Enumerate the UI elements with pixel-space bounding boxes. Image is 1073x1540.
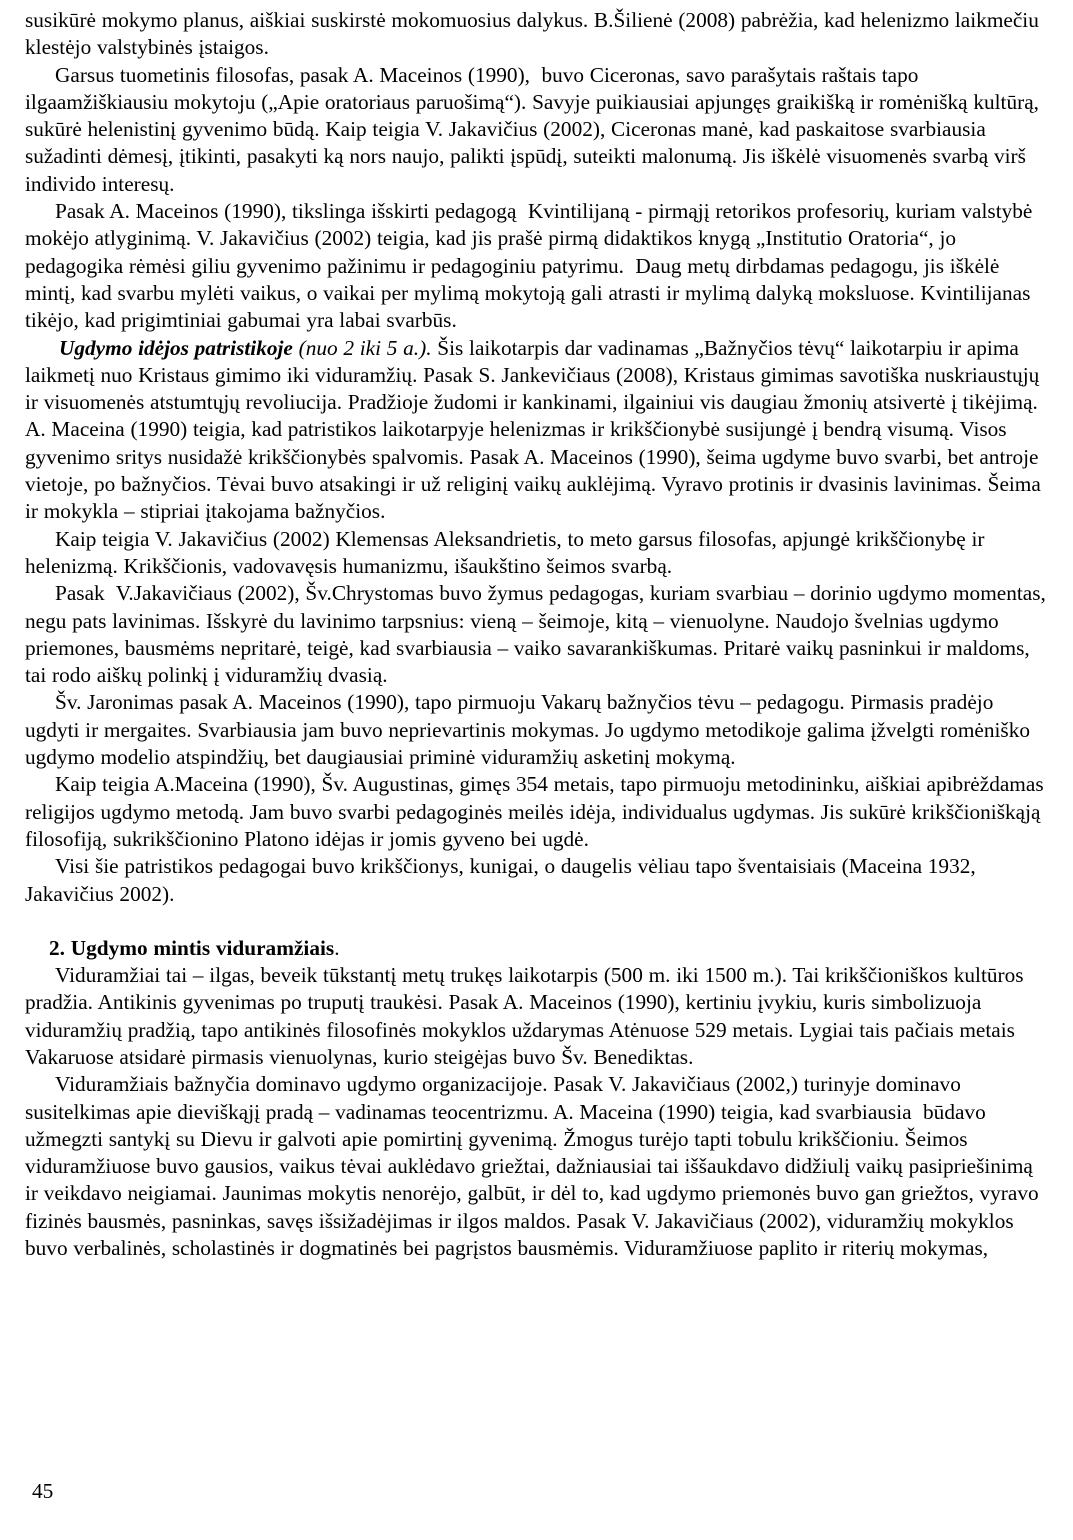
paragraph-viduramziai: Viduramžiai tai – ilgas, beveik tūkstantį metų trukęs laikotarpis (500 m. iki 1500 m.). Tai krikščioniškos kultūros pradžia. Antikinis gyvenimas po truputį traukėsi. Pasak A. Maceinos (1990), kertiniu įvykiu, kuris simbolizuoja viduramžių pradžią, tapo antikinės filosofinės mokyklos uždarymas Atėnuose 529 metais. Lygiai tais pačiais metais Vakaruose atsidarė pirmasis vienuolynas, kurio steigėjas buvo Šv. Benediktas. [25, 963, 1024, 1069]
page-number: 45 [32, 1479, 54, 1503]
page-content [25, 7, 1047, 1262]
paragraph-ciceronas: Garsus tuometinis filosofas, pasak A. Maceinos (1990), buvo Ciceronas, savo parašytais raštais tapo ilgaamžiškiausiu mokytoju („Apie oratoriaus paruošimą“). Savyje puikiausiai apjungęs graikišką ir romėnišką kultūrą, sukūrė helenistinį gyvenimo būdą. Kaip teigia V. Jakavičius (2002), Ciceronas manė, kad paskaitose svarbiausia sužadinti dėmesį, įtikinti, pasakyti ką nors naujo, palikti įspūdį, suteikti malonumą. Jis iškėlė visuomenės svarbą virš individo interesų. [25, 62, 1039, 196]
paragraph-patristika [25, 335, 1047, 526]
paragraph-baznycia: Viduramžiais bažnyčia dominavo ugdymo organizacijoje. Pasak V. Jakavičiaus (2002,) turinyje dominavo susitelkimas apie dieviškąjį pradą – vadinamas teocentrizmu. A. Maceina (1990) teigia, kad svarbiausia būdavo užmegzti santykį su Dievu ir galvoti apie pomirtinį gyvenimą. Žmogus turėjo tapti tobulu krikščioniu. Šeimos viduramžiuose buvo gausios, vaikus tėvai auklėdavo griežtai, dažniausiai tai iššaukdavo didžiulį vaikų pasipriešinimą ir veikdavo neigiamai. Jaunimas mokytis nenorėjo, galbūt, ir dėl to, kad ugdymo priemonės buvo gan griežtos, vyravo fizinės bausmės, pasninkas, savęs išsižadėjimas ir ilgos maldos. Pasak V. Jakavičiaus (2002), viduramžių mokyklos buvo verbalinės, scholastinės ir dogmatinės bei pagrįstos bausmėmis. Viduramžiuose paplito ir riterių mokymas, [25, 1072, 1039, 1261]
paragraph-patristika-lead-title: Ugdymo idėjos patristikoje [59, 335, 299, 360]
paragraph-patristika-body: Šis laikotarpis dar vadinamas „Bažnyčios tėvų“ laikotarpiu ir apima laikmetį nuo Kristaus gimimo iki viduramžių. Pasak S. Jankevičiaus (2008), Kristaus gimimas savotiška nuskriaustųjų ir visuomenės atstumtųjų revoliucija. Pradžioje žudomi ir kankinami, ilgainiui vis daugiau žmonių atsivertė į tikėjimą. A. Maceina (1990) teigia, kad patristikos laikotarpyje helenizmas ir krikščionybė susijungė į bendrą visumą. Visos gyvenimo sritys nusidažė krikščionybės spalvomis. Pasak A. Maceinos (1990), šeima ugdyme buvo svarbi, bet antroje vietoje, po bažnyčios. Tėvai buvo atsakingi ir už religinį vaikų auklėjimą. Vyravo protinis ir dvasinis lavinimas. Šeima ir mokykla – stipriai įtakojama bažnyčios. [25, 335, 1041, 524]
paragraph-intro-continuation: susikūrė mokymo planus, aiškiai suskirstė mokomuosius dalykus. B.Šilienė (2008) pabrėžia, kad helenizmo laikmečiu klestėjo valstybinės įstaigos. [25, 8, 1039, 60]
paragraph-augustinas: Kaip teigia A.Maceina (1990), Šv. Augustinas, gimęs 354 metais, tapo pirmuoju metodininku, aiškiai apibrėždamas religijos ugdymo metodą. Jam buvo svarbi pedagoginės meilės idėja, individualus ugdymas. Jis sukūrė krikščioniškąją filosofiją, sukrikščionino Platono idėjas ir jomis gyveno bei ugdė. [25, 772, 1044, 851]
paragraph-sventieji: Visi šie patristikos pedagogai buvo krikščionys, kunigai, o daugelis vėliau tapo šventaisiais (Maceina 1932, Jakavičius 2002). [25, 854, 976, 906]
section-heading-viduramziai [25, 935, 1047, 962]
paragraph-patristika-lead-period: (nuo 2 iki 5 a.). [298, 335, 438, 360]
paragraph-klemensas: Kaip teigia V. Jakavičius (2002) Klemensas Aleksandrietis, to meto garsus filosofas, apjungė krikščionybę ir helenizmą. Krikščionis, vadovavęsis humanizmu, išaukštino šeimos svarbą. [25, 526, 985, 578]
paragraph-chrystomas: Pasak V.Jakavičiaus (2002), Šv.Chrystomas buvo žymus pedagogas, kuriam svarbiau – dorinio ugdymo momentas, negu pats lavinimas. Išskyrė du lavinimo tarpsnius: vieną – šeimoje, kitą – vienuolyne. Naudojo švelnias ugdymo priemones, bausmėms nepritarė, teigė, kad svarbiausia – vaiko savarankiškumas. Pritarė vaikų pasninkui ir maldoms, tai rodo aiškų polinkį į viduramžių dvasią. [25, 581, 1046, 688]
section-heading-text: 2. Ugdymo mintis viduramžiais [49, 935, 335, 960]
paragraph-jaronimas: Šv. Jaronimas pasak A. Maceinos (1990), tapo pirmuoju Vakarų bažnyčios tėvu – pedagogu. Pirmasis pradėjo ugdyti ir mergaites. Svarbiausia jam buvo neprievartinis mokymas. Jo ugdymo metodikoje galima įžvelgti romėniško ugdymo modelio atspindžių, bet daugiausiai priminė viduramžių asketinį mokymą. [25, 690, 1030, 770]
paragraph-kvintilijanas: Pasak A. Maceinos (1990), tikslinga išskirti pedagogą Kvintilijaną - pirmąjį retorikos profesorių, kuriam valstybė mokėjo atlyginimą. V. Jakavičius (2002) teigia, kad jis prašė pirmą didaktikos knygą „Institutio Oratoria“, jo pedagogika rėmėsi giliu gyvenimo pažinimu ir pedagoginiu patyrimu. Daug metų dirbdamas pedagogu, jis iškėlė mintį, kad svarbu mylėti vaikus, o vaikai per mylimą mokytoją gali atrasti ir mylimą dalyką moksluose. Kvintilijanas tikėjo, kad prigimtiniai gabumai yra labai svarbūs. [25, 199, 1033, 333]
section-heading-period: . [334, 935, 340, 960]
